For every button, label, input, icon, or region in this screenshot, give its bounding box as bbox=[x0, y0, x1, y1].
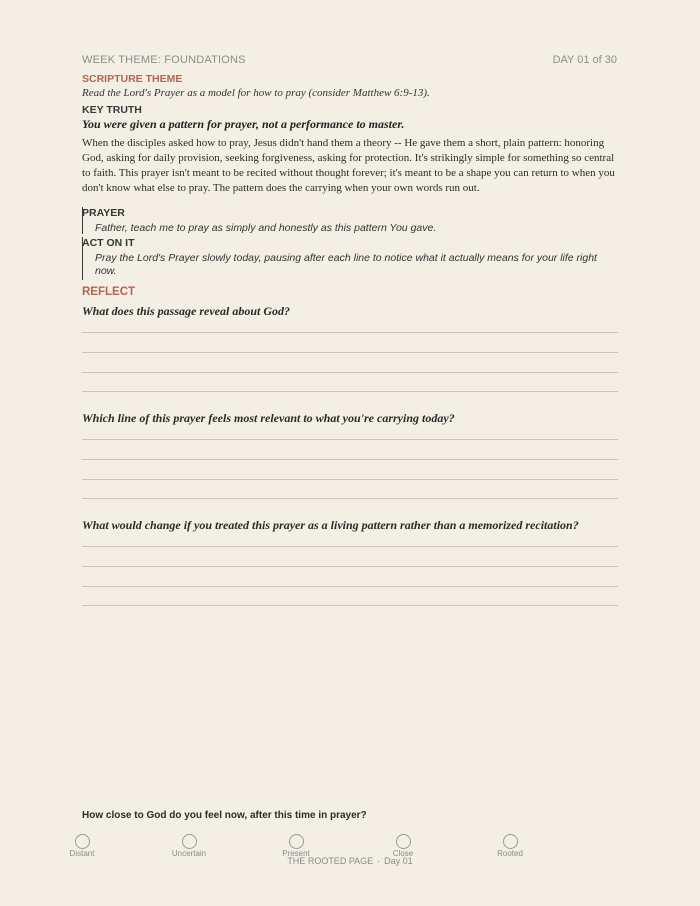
mood-option-distant[interactable] bbox=[52, 834, 112, 858]
radio-circle-icon[interactable] bbox=[75, 834, 90, 849]
writing-line[interactable] bbox=[82, 586, 618, 587]
writing-line[interactable] bbox=[82, 566, 618, 567]
reflect-question-3: What would change if you treated this prayer as a living pattern rather than a memorized recitation? bbox=[82, 518, 579, 532]
act-on-it-callout bbox=[82, 237, 603, 280]
radio-circle-icon[interactable] bbox=[182, 834, 197, 849]
mood-option-rooted[interactable] bbox=[480, 834, 540, 858]
writing-line[interactable] bbox=[82, 439, 618, 440]
key-truth-label: KEY TRUTH bbox=[82, 104, 142, 116]
mood-option-label: Rooted bbox=[497, 849, 523, 858]
writing-line[interactable] bbox=[82, 459, 618, 460]
week-theme: WEEK THEME: FOUNDATIONS bbox=[82, 54, 246, 66]
mood-option-present[interactable] bbox=[266, 834, 326, 858]
mood-option-label: Distant bbox=[69, 849, 95, 858]
writing-line[interactable] bbox=[82, 391, 618, 392]
writing-line[interactable] bbox=[82, 498, 618, 499]
writing-line[interactable] bbox=[82, 479, 618, 480]
writing-line[interactable] bbox=[82, 372, 618, 373]
radio-circle-icon[interactable] bbox=[396, 834, 411, 849]
writing-line[interactable] bbox=[82, 605, 618, 606]
writing-line[interactable] bbox=[82, 352, 618, 353]
footer-separator: · bbox=[377, 856, 381, 866]
prayer-callout bbox=[82, 207, 603, 234]
mood-option-uncertain[interactable] bbox=[159, 834, 219, 858]
reflect-question-2: Which line of this prayer feels most relevant to what you're carrying today? bbox=[82, 411, 455, 425]
mood-option-label: Uncertain bbox=[171, 849, 207, 858]
radio-circle-icon[interactable] bbox=[503, 834, 518, 849]
footer-day: Day 01 bbox=[384, 856, 413, 866]
writing-line[interactable] bbox=[82, 332, 618, 333]
day-counter: DAY 01 of 30 bbox=[552, 54, 617, 66]
mood-option-close[interactable] bbox=[373, 834, 433, 858]
prayer-label: PRAYER bbox=[82, 207, 125, 219]
devotional-body: When the disciples asked how to pray, Jesus didn't hand them a theory -- He gave them a short, plain pattern: honoring God, asking for daily provision, seeking forgiveness, asking for protection. It's strikingly simple for something so central to faith. This prayer isn't meant to be recited without thought forever; it's meant to be a shape you can return to when you don't know what else to pray. The pattern does the carrying when your own words run out. bbox=[82, 137, 615, 194]
act-on-it-text: Pray the Lord's Prayer slowly today, pausing after each line to notice what it actually means for your life right now. bbox=[95, 252, 597, 277]
mood-option-label: Present bbox=[282, 849, 310, 858]
reflect-label: REFLECT bbox=[82, 286, 136, 298]
scripture-theme-label: SCRIPTURE THEME bbox=[82, 73, 183, 85]
mood-question: How close to God do you feel now, after this time in prayer? bbox=[82, 810, 367, 821]
footer-brand: THE ROOTED PAGE bbox=[287, 856, 374, 866]
page-footer bbox=[0, 856, 700, 866]
key-truth-text: You were given a pattern for prayer, not a performance to master. bbox=[82, 117, 405, 131]
act-on-it-label: ACT ON IT bbox=[82, 237, 135, 249]
prayer-text: Father, teach me to pray as simply and honestly as this pattern You gave. bbox=[95, 222, 437, 234]
scripture-theme-text: Read the Lord's Prayer as a model for how to pray (consider Matthew 6:9-13). bbox=[82, 87, 430, 99]
radio-circle-icon[interactable] bbox=[289, 834, 304, 849]
mood-option-label: Close bbox=[392, 849, 414, 858]
reflect-question-1: What does this passage reveal about God? bbox=[82, 304, 291, 318]
writing-line[interactable] bbox=[82, 546, 618, 547]
